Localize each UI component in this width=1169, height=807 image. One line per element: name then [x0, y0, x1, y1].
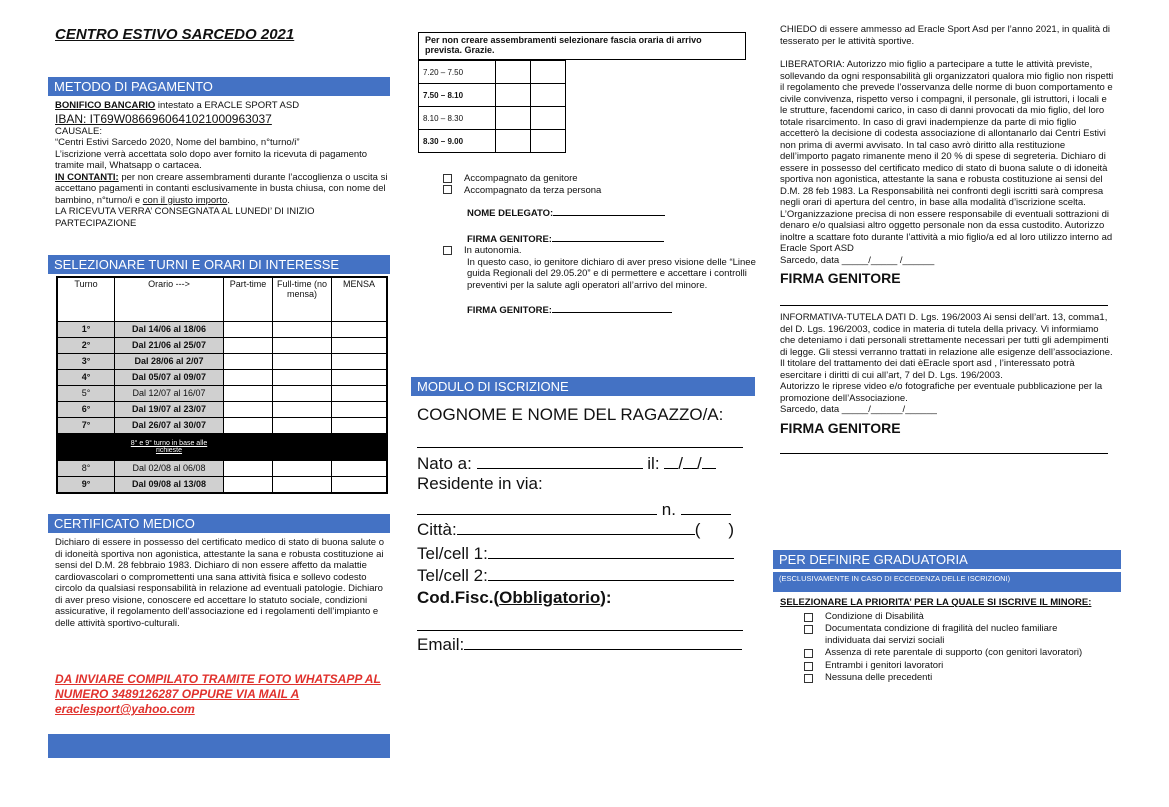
bonifico-rest: intestato a ERACLE SPORT ASD — [155, 100, 300, 111]
full-time-cell[interactable] — [273, 476, 332, 493]
checkbox-genitore[interactable] — [443, 174, 452, 183]
graduatoria-sub: (ESCLUSIVAMENTE IN CASO DI ECCEDENZA DELLE ISCRIZIONI) — [773, 572, 1121, 592]
firma-2-field[interactable] — [780, 437, 1108, 454]
nome-delegato-label: NOME DELEGATO: — [467, 208, 554, 219]
part-time-cell[interactable] — [224, 417, 273, 433]
fascia-check-cell[interactable] — [496, 107, 531, 130]
priorita-option — [804, 672, 1120, 684]
codfisc-end: ): — [600, 588, 612, 607]
tel1-label: Tel/cell 1: — [417, 544, 488, 563]
part-time-cell[interactable] — [224, 337, 273, 353]
priorita-option — [804, 623, 1120, 646]
certificato-header: CERTIFICATO MEDICO — [48, 514, 390, 533]
fascia-check-cell[interactable] — [496, 84, 531, 107]
part-time-cell[interactable] — [224, 321, 273, 337]
tel2-label: Tel/cell 2: — [417, 566, 488, 585]
codfisc-label: Cod.Fisc.( — [417, 588, 500, 607]
col-mensa: MENSA — [332, 277, 388, 321]
turno-row — [57, 460, 387, 476]
mensa-cell[interactable] — [332, 460, 388, 476]
footer-bar — [48, 734, 390, 758]
liberatoria-text: LIBERATORIA: Autorizzo mio figlio a partecipare a tutte le attività previste, sollevando da ogni responsabilità gli organizzatori qualora mio figlio non rispetti il regolamento che prevede l’osservanza delle norme di buon comportamento e civile convivenza, rispetto verso i compagni, il personale, gli istruttori, i locali e le strutture, facendomi carico, in caso di danni provocati da mio figlio, del loro totale risarcimento. In caso di gravi inadempienze da parte di mio figlio accetterò la decisione di codesta associazione di allontanarlo dai Centri Estivi non prima di avermi avvisato. In tal caso avrò diritto alla restituzione dell’importo pagato rimanente meno il 20 % di spese di segreteria. Dichiaro di essere in possesso del certificato medico di stato di buona salute o di idoneità sportiva non agonistica, attestante la sana e robusta costituzione ai sensi del D.M. 28 feb 1983. La Responsabilità nei confronti degli iscritti sarà compresa negli orari di apertura del centro, in base alla modalità d’iscrizione scelta. L’Organizzazione precisa di non essere responsabile di eventuali sottrazioni di denaro e/o qualsiasi altro oggetto personale non da essa custodito. Autorizzo inoltre a scattare foto durante l’attività a mio figlio/a ed al loro utilizzo interno ad Eracle Sport ASD — [780, 59, 1114, 254]
invio-line-2: NUMERO 3489126287 OPPURE VIA MAIL A — [55, 687, 300, 701]
numero-label: n. — [661, 500, 676, 519]
firma-genitore-1-label: FIRMA GENITORE: — [467, 233, 552, 245]
full-time-cell[interactable] — [273, 337, 332, 353]
turno-row — [57, 476, 387, 493]
turno-row — [57, 369, 387, 385]
priorita-option-label: Documentata condizione di fragilità del nucleo familiare individuata dai servizi sociali — [825, 623, 1058, 646]
priorita-option — [804, 647, 1120, 659]
turno-row — [57, 401, 387, 417]
priorita-checkbox[interactable] — [804, 613, 813, 622]
modulo-header: MODULO DI ISCRIZIONE — [411, 377, 755, 396]
turno-number: 2° — [57, 337, 115, 353]
part-time-cell[interactable] — [224, 401, 273, 417]
iban: IBAN: IT69W0866960641021000963037 — [55, 111, 272, 126]
part-time-cell[interactable] — [224, 369, 273, 385]
mensa-cell[interactable] — [332, 353, 388, 369]
contanti-text: per non creare assembramenti durante l’accoglienza o uscita si accettano pagamenti in contanti esclusivamente in busta chiusa, con nome del bambino, n°turno/i e — [55, 171, 388, 206]
codfisc-field[interactable] — [417, 608, 743, 631]
turno-orario: Dal 19/07 al 23/07 — [115, 401, 224, 417]
fascia-row — [419, 130, 566, 153]
fascia-label: 8.10 – 8.30 — [419, 107, 496, 130]
obbligatorio-label: Obbligatorio — [499, 588, 601, 607]
data-giorno-field[interactable] — [664, 468, 678, 469]
mensa-cell[interactable] — [332, 385, 388, 401]
col-part-time: Part-time — [224, 277, 273, 321]
priorita-checkbox[interactable] — [804, 625, 813, 634]
fascia-row — [419, 107, 566, 130]
tel1-field[interactable] — [488, 558, 734, 559]
turno-row — [57, 417, 387, 433]
full-time-cell[interactable] — [273, 417, 332, 433]
turno-orario: Dal 12/07 al 16/07 — [115, 385, 224, 401]
fascia-label: 8.30 – 9.00 — [419, 130, 496, 153]
fascia-label: 7.20 – 7.50 — [419, 61, 496, 84]
il-label: il: — [647, 454, 660, 473]
fascia-check-cell[interactable] — [531, 107, 566, 130]
full-time-cell[interactable] — [273, 321, 332, 337]
label-genitore: Accompagnato da genitore — [464, 173, 578, 184]
accettata-text: L’iscrizione verrà accettata solo dopo aver fornito la ricevuta di pagamento tramite mail, Whatsapp o cartacea. — [55, 148, 368, 171]
ricevuta-text: LA RICEVUTA VERRA’ CONSEGNATA AL LUNEDI’ DI INIZIO PARTECIPAZIONE — [55, 206, 315, 229]
nato-field[interactable] — [477, 468, 643, 469]
fascia-row — [419, 61, 566, 84]
turni-note-row — [57, 433, 387, 460]
page-title: CENTRO ESTIVO SARCEDO 2021 — [55, 26, 295, 43]
priorita-option — [804, 660, 1120, 672]
col-turno: Turno — [57, 277, 115, 321]
graduatoria-header: PER DEFINIRE GRADUATORIA — [773, 550, 1121, 569]
invio-email[interactable]: eraclesport@yahoo.com — [55, 702, 195, 716]
priorita-checkbox[interactable] — [804, 649, 813, 658]
citta-field[interactable] — [457, 534, 695, 535]
col-full-time: Full-time (no mensa) — [273, 277, 332, 321]
turno-row — [57, 337, 387, 353]
email-field[interactable] — [464, 649, 742, 650]
fascia-check-cell[interactable] — [531, 61, 566, 84]
priorita-option-label: Entrambi i genitori lavoratori — [825, 659, 944, 671]
turni-note-spacer — [57, 433, 115, 460]
residente-field[interactable] — [417, 514, 657, 515]
priorita-option-label: Nessuna delle precedenti — [825, 672, 933, 683]
cognome-field[interactable] — [417, 425, 743, 448]
certificato-text: Dichiaro di essere in possesso del certificato medico di stato di buona salute o di idoneità sportiva non agonistica, attestante la sana e robusta costituzione ai sensi del D.M. 28 febbraio 1983. Dichiaro di non essere affetto da malattie cardiovascolari o compromettenti una sana attività fisica e sollevo codesto circolo da qualsiasi responsabilità in relazione ad eventuali patologie. Dichiaro di aver preso visione, conoscere ed accettare lo statuto sociale, condizioni assicurative, il regolamento dell’associazione ed i regolamenti dell’impianto e delle attività sportivo-culturali. — [55, 537, 384, 629]
full-time-cell[interactable] — [273, 385, 332, 401]
turno-orario: Dal 05/07 al 09/07 — [115, 369, 224, 385]
mensa-cell[interactable] — [332, 337, 388, 353]
invio-note — [55, 672, 395, 717]
turni-note-spacer — [224, 433, 388, 460]
part-time-cell[interactable] — [224, 385, 273, 401]
turno-number: 8° — [57, 460, 115, 476]
autonomia-text: In questo caso, io genitore dichiaro di aver preso visione delle “Linee guida Regionali del 29.05.20” e di permettere e accettare i controlli preventivi per la salute agli operatori all’arrivo del minore. — [467, 256, 756, 291]
full-time-cell[interactable] — [273, 369, 332, 385]
fascia-check-cell[interactable] — [531, 130, 566, 153]
turno-number: 7° — [57, 417, 115, 433]
part-time-cell[interactable] — [224, 460, 273, 476]
firma-2-label: FIRMA GENITORE — [780, 419, 901, 436]
turno-orario: Dal 28/06 al 2/07 — [115, 353, 224, 369]
fascia-check-cell[interactable] — [496, 61, 531, 84]
turno-orario: Dal 26/07 al 30/07 — [115, 417, 224, 433]
contanti-importo: con il giusto importo — [142, 194, 228, 206]
priorita-checkbox[interactable] — [804, 662, 813, 671]
nato-label: Nato a: — [417, 454, 472, 473]
autorizzo-text: Autorizzo le riprese video e/o fotografiche per eventuale pubblicazione per la promozione dell’Associazione. — [780, 381, 1103, 404]
numero-field[interactable] — [681, 514, 731, 515]
cognome-label: COGNOME E NOME DEL RAGAZZO/A: — [417, 405, 724, 424]
causale-label: CAUSALE: — [55, 125, 102, 137]
fascia-check-cell[interactable] — [531, 84, 566, 107]
bonifico-label: BONIFICO BANCARIO — [55, 100, 156, 111]
fasce-table — [418, 60, 566, 153]
label-terza-persona: Accompagnato da terza persona — [464, 184, 602, 196]
fascia-check-cell[interactable] — [496, 130, 531, 153]
turni-table — [56, 276, 388, 494]
arrivo-options — [443, 173, 763, 317]
turno-number: 1° — [57, 321, 115, 337]
data-1[interactable]: Sarcedo, data _____/_____ /______ — [780, 254, 935, 266]
turno-number: 3° — [57, 353, 115, 369]
causale-text: “Centri Estivi Sarcedo 2020, Nome del bambino, n°turno/i” — [55, 137, 300, 148]
fascia-note: Per non creare assembramenti selezionare fascia oraria di arrivo prevista. Grazie. — [418, 32, 746, 60]
col-orario: Orario ---> — [115, 277, 224, 321]
residente-label: Residente in via: — [417, 474, 543, 493]
priorita-label: SELEZIONARE LA PRIORITA’ PER LA QUALE SI ISCRIVE IL MINORE: — [780, 597, 1092, 608]
turno-orario: Dal 14/06 al 18/06 — [115, 321, 224, 337]
full-time-cell[interactable] — [273, 401, 332, 417]
full-time-cell[interactable] — [273, 353, 332, 369]
turno-orario: Dal 02/08 al 06/08 — [115, 460, 224, 476]
fascia-label: 7.50 – 8.10 — [419, 84, 496, 107]
fascia-row — [419, 84, 566, 107]
firma-genitore-2-label: FIRMA GENITORE: — [467, 305, 552, 316]
citta-label: Città: — [417, 520, 457, 539]
part-time-cell[interactable] — [224, 353, 273, 369]
turno-number: 4° — [57, 369, 115, 385]
mensa-cell[interactable] — [332, 369, 388, 385]
data-anno-field[interactable] — [702, 468, 716, 469]
turno-row — [57, 385, 387, 401]
chiedo-text: CHIEDO di essere ammesso ad Eracle Sport Asd per l’anno 2021, in qualità di tesserato per le attività sportive. — [780, 24, 1111, 47]
checkbox-terza-persona[interactable] — [443, 185, 452, 194]
right-section — [780, 24, 1115, 454]
mensa-cell[interactable] — [332, 417, 388, 433]
label-autonomia: In autonomia. — [464, 245, 522, 256]
mensa-cell[interactable] — [332, 401, 388, 417]
turno-orario: Dal 09/08 al 13/08 — [115, 476, 224, 493]
contanti-label: IN CONTANTI: — [55, 171, 119, 183]
priorita-option — [804, 611, 1120, 623]
nome-delegato-field[interactable] — [553, 215, 665, 216]
turno-row — [57, 321, 387, 337]
firma-genitore-1-field[interactable] — [552, 241, 664, 242]
mensa-cell[interactable] — [332, 476, 388, 493]
mensa-cell[interactable] — [332, 321, 388, 337]
invio-line-1: DA INVIARE COMPILATO TRAMITE FOTO WHATSAPP AL — [55, 672, 381, 686]
graduatoria-section — [780, 597, 1120, 685]
priorita-option-label: Assenza di rete parentale di supporto (con genitori lavoratori) — [825, 647, 1083, 658]
turno-number: 9° — [57, 476, 115, 493]
firma-genitore-2-field[interactable] — [552, 312, 672, 313]
tel2-field[interactable] — [488, 580, 734, 581]
turno-number: 5° — [57, 385, 115, 401]
turno-number: 6° — [57, 401, 115, 417]
priorita-option-label: Condizione di Disabilità — [825, 610, 924, 622]
turni-note: 8° e 9° turno in base alle richieste — [115, 433, 224, 460]
modulo-form: COGNOME E NOME DEL RAGAZZO/A: Nato a: il: / / Residente in via: n. Città: ( ) Tel/cell 1: Tel/cell 2: Cod.Fisc.(Obbligatorio): Email: — [417, 405, 752, 655]
firma-1-field[interactable] — [780, 287, 1108, 306]
turni-header: SELEZIONARE TURNI E ORARI DI INTERESSE — [48, 255, 390, 274]
email-label: Email: — [417, 635, 465, 654]
priorita-checkbox[interactable] — [804, 674, 813, 683]
turno-orario: Dal 21/06 al 25/07 — [115, 337, 224, 353]
informativa-text: INFORMATIVA-TUTELA DATI D. Lgs. 196/2003 Ai sensi dell’art. 13, comma1, del D. Lgs. 196/2003, codice in materia di tutela della privacy. Vi informiamo che deteniamo i dati personali strettamente necessari per tutti gli adempimenti di legge. Gli stessi verranno trattati in relazione alle esigenze dell’associazione. Il titolare del trattamento dei dati èEracle sport asd , l’interessato potrà esercitare i diritti di cui all’art, 7 del D. Lgs. 196/2003. — [780, 312, 1113, 381]
data-2[interactable]: Sarcedo, data _____/______/______ — [780, 404, 937, 415]
part-time-cell[interactable] — [224, 476, 273, 493]
full-time-cell[interactable] — [273, 460, 332, 476]
checkbox-autonomia[interactable] — [443, 246, 452, 255]
data-mese-field[interactable] — [683, 468, 697, 469]
firma-1-label: FIRMA GENITORE — [780, 270, 901, 286]
pagamento-section: BONIFICO BANCARIO intestato a ERACLE SPORT ASD IBAN: IT69W0866960641021000963037 CAUSALE: “Centri Estivi Sarcedo 2020, Nome del bambino, n°turno/i” L’iscrizione verrà accettata solo dopo aver fornito la ricevuta di pagamento tramite mail, Whatsapp o cartacea. IN CONTANTI: per non creare assembramenti durante l’accoglienza o uscita si accettano pagamenti in contanti esclusivamente in busta chiusa, con nome del bambino, n°turno/i e con il giusto importo. LA RICEVUTA VERRA’ CONSEGNATA AL LUNEDI’ DI INIZIO PARTECIPAZIONE — [55, 100, 390, 229]
turno-row — [57, 353, 387, 369]
pagamento-header: METODO DI PAGAMENTO — [48, 77, 390, 96]
